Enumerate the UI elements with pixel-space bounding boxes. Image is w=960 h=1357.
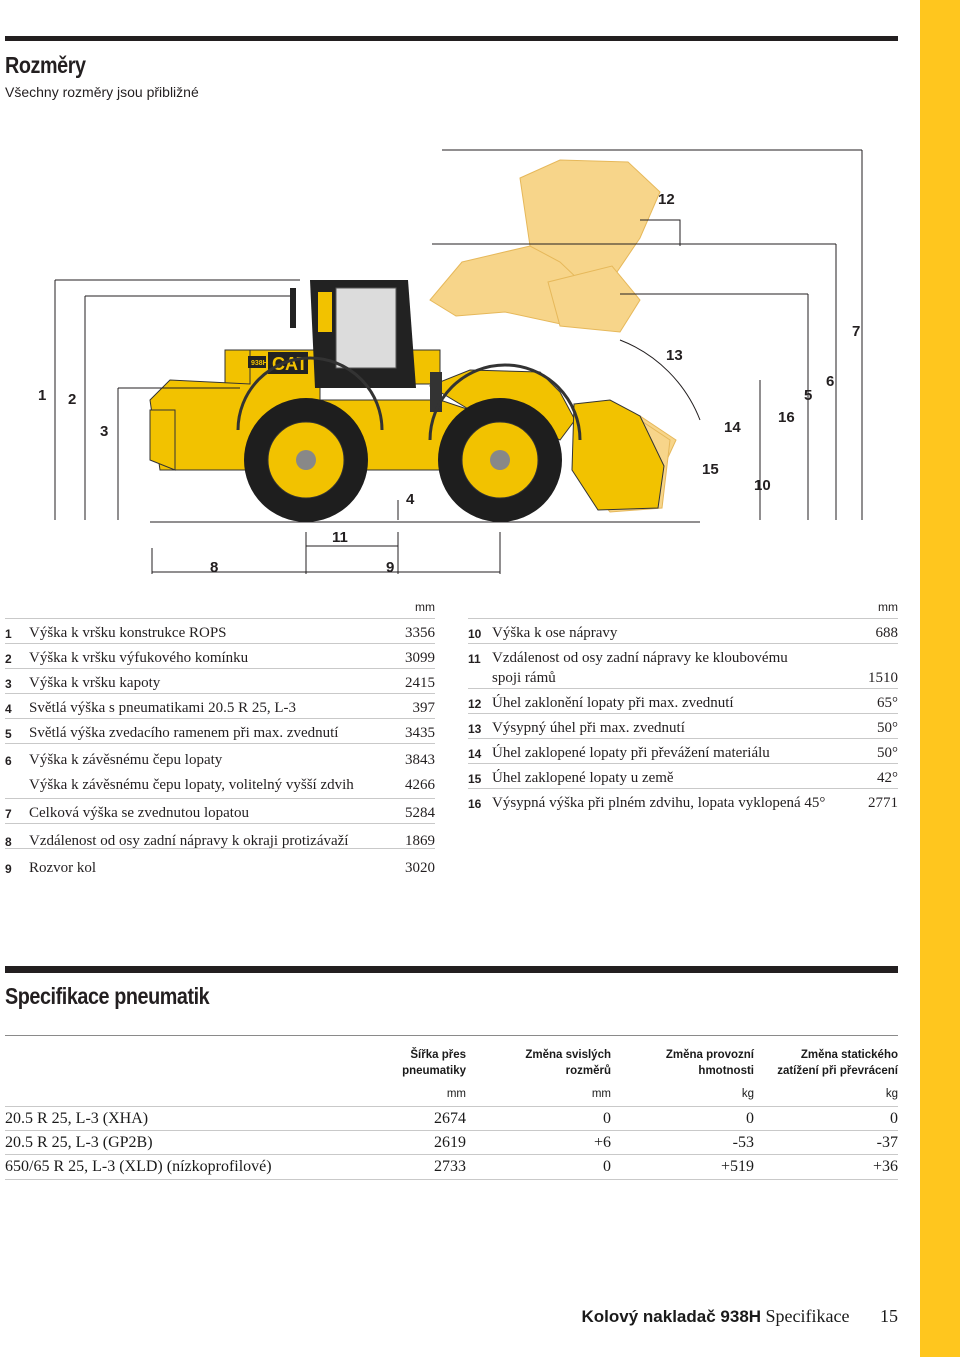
table-row: 7 Celková výška se zvednutou lopatou 5284: [5, 798, 435, 823]
dim-label-13: 13: [666, 347, 683, 364]
section-title-tires: Specifikace pneumatik: [5, 983, 210, 1009]
table-row: 16 Výsypná výška při plném zdvihu, lopata vyklopená 45° 2771: [468, 788, 898, 813]
dim-label-8: 8: [210, 559, 219, 576]
dimension-lines: [55, 150, 862, 574]
dim-label-3: 3: [100, 423, 109, 440]
table-row: 14 Úhel zaklopené lopaty při převážení materiálu 50°: [468, 738, 898, 763]
table-row: Výška k závěsnému čepu lopaty, volitelný vyšší zdvih 4266: [29, 777, 435, 793]
table-row: 15 Úhel zaklopené lopaty u země 42°: [468, 763, 898, 788]
section-subtitle: Všechny rozměry jsou přibližné: [5, 84, 199, 100]
column-unit: mm: [591, 1088, 611, 1100]
table-row: 3 Výška k vršku kapoty 2415: [5, 668, 435, 693]
table-row: 650/65 R 25, L-3 (XLD) (nízkoprofilové) 2733 0 +519 +36: [5, 1154, 898, 1180]
footer-product: Kolový nakladač 938H: [581, 1307, 762, 1326]
column-header: Změna provozní hmotnosti: [665, 1049, 754, 1077]
table-row: 12 Úhel zaklonění lopaty při max. zvednutí 65°: [468, 688, 898, 713]
front-wheel: [438, 398, 562, 522]
dim-label-10: 10: [754, 477, 771, 494]
column-unit: mm: [446, 1088, 466, 1100]
table-row: 10 Výška k ose nápravy 688: [468, 618, 898, 643]
page-number: 15: [880, 1306, 898, 1326]
table-row: 5 Světlá výška zvedacího ramenem při max. zvednutí 3435: [5, 718, 435, 743]
dim-label-7: 7: [852, 323, 861, 340]
dim-label-2: 2: [68, 391, 77, 408]
table-row: 1 Výška k vršku konstrukce ROPS 3356: [5, 618, 435, 643]
table-row: 11 Vzdálenost od osy zadní nápravy ke kloubovému spoji rámů 1510: [468, 643, 898, 688]
table-row: 20.5 R 25, L-3 (GP2B) 2619 +6 -53 -37: [5, 1130, 898, 1155]
rear-wheel: [244, 398, 368, 522]
dim-label-6: 6: [826, 373, 835, 390]
dim-label-15: 15: [702, 461, 719, 478]
dim-label-5: 5: [804, 387, 813, 404]
loader-dimension-diagram: [0, 140, 900, 580]
exhaust-stack: [290, 288, 296, 328]
footer-section: Specifikace: [765, 1306, 850, 1326]
dim-label-11: 11: [332, 529, 348, 546]
page-footer: [582, 1306, 898, 1327]
page-edge-accent-bar: [920, 0, 960, 1357]
column-header: Šířka přes pneumatiky: [402, 1049, 466, 1077]
column-unit: kg: [885, 1088, 898, 1100]
table-row: 9 Rozvor kol 3020: [5, 848, 435, 877]
table-row: 13 Výsypný úhel při max. zvednutí 50°: [468, 713, 898, 738]
column-header: Změna svislých rozměrů: [525, 1049, 611, 1077]
table-row: 2 Výška k vršku výfukového komínku 3099: [5, 643, 435, 668]
dim-label-4: 4: [406, 491, 415, 508]
model-badge: 938H: [251, 360, 268, 367]
unit-header: mm: [415, 600, 435, 614]
column-unit: kg: [741, 1088, 754, 1100]
dimensions-table-left: [5, 600, 435, 877]
dim-label-12: 12: [658, 191, 675, 208]
brand-logo: CAT: [272, 354, 308, 374]
table-row: 20.5 R 25, L-3 (XHA) 2674 0 0 0: [5, 1106, 898, 1131]
table-row: 6 Výška k závěsnému čepu lopaty 3843: [5, 743, 435, 771]
section-rule: [5, 36, 898, 41]
dim-label-1: 1: [38, 387, 47, 404]
table-row: 8 Vzdálenost od osy zadní nápravy k okraji protizávaží 1869: [5, 823, 435, 848]
section-title-dimensions: Rozměry: [5, 52, 86, 78]
section-rule: [5, 966, 898, 973]
unit-header: mm: [878, 600, 898, 614]
dim-label-9: 9: [386, 559, 395, 576]
column-header: Změna statického zatížení při převrácení: [777, 1049, 898, 1077]
raised-bucket-ghost: [430, 160, 660, 332]
dim-label-14: 14: [724, 419, 741, 436]
dim-label-16: 16: [778, 409, 795, 426]
table-row: 4 Světlá výška s pneumatikami 20.5 R 25, L-3 397: [5, 693, 435, 718]
dimensions-table-right: [468, 600, 898, 813]
